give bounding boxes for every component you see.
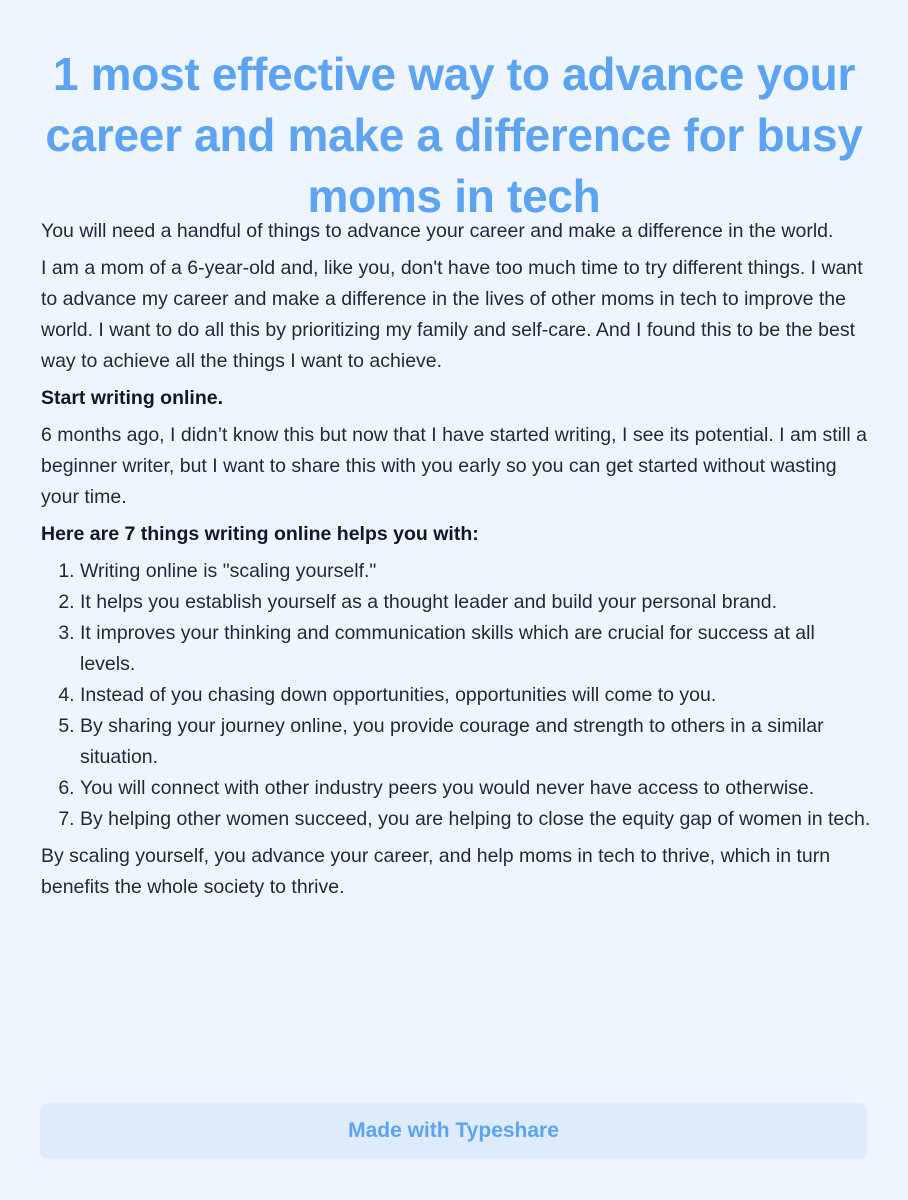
subheading: Start writing online.: [41, 387, 224, 409]
list-item: 3. It improves your thinking and communication skills which are crucial for success at all levels.: [80, 618, 871, 680]
made-with-typeshare-badge[interactable]: Made with Typeshare: [40, 1103, 867, 1159]
list-item: 4. Instead of you chasing down opportunities, opportunities will come to you.: [80, 680, 871, 711]
list-item: 6. You will connect with other industry peers you would never have access to otherwise.: [80, 773, 871, 804]
intro-paragraph: You will need a handful of things to advance your career and make a difference in the world.: [41, 220, 834, 242]
conclusion-paragraph: By scaling yourself, you advance your career, and help moms in tech to thrive, which in turn benefits the whole society to thrive.: [41, 845, 831, 898]
benefits-list: [41, 556, 871, 835]
page-title: 1 most effective way to advance your career and make a difference for busy moms in tech: [45, 48, 863, 222]
list-item: 5. By sharing your journey online, you provide courage and strength to others in a similar situation.: [80, 711, 871, 773]
background-paragraph: I am a mom of a 6-year-old and, like you, don't have too much time to try different things. I want to advance my career and make a difference in the lives of other moms in tech to improve the world. I want to do all this by prioritizing my family and self-care. And I found this to be the best way to achieve all the things I want to achieve.: [41, 257, 863, 372]
list-item: 7. By helping other women succeed, you are helping to close the equity gap of women in tech.: [80, 804, 871, 835]
list-heading: Here are 7 things writing online helps you with:: [41, 523, 479, 545]
list-item: 2. It helps you establish yourself as a thought leader and build your personal brand.: [80, 587, 871, 618]
list-item: 1. Writing online is "scaling yourself.": [80, 556, 871, 587]
article-body: [41, 216, 871, 909]
experience-paragraph: 6 months ago, I didn’t know this but now that I have started writing, I see its potential. I am still a beginner writer, but I want to share this with you early so you can get started without wasting your time.: [41, 424, 867, 508]
